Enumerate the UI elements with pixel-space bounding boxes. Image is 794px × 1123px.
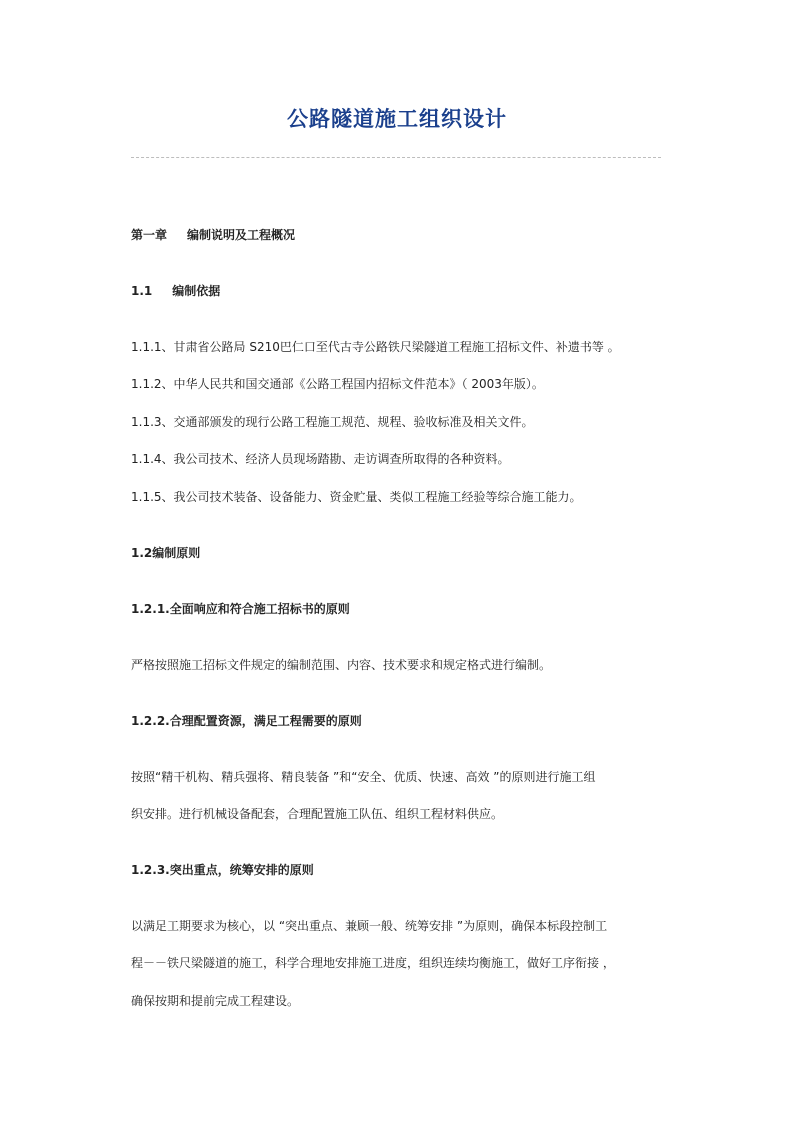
list-item: 1.1.2、中华人民共和国交通部《公路工程国内招标文件范本》（ 2003年版）。: [131, 377, 544, 391]
title-divider: [131, 157, 661, 158]
chapter-title: 编制说明及工程概况: [187, 228, 296, 242]
subsection-heading: 1.2.3.突出重点，统筹安排的原则: [131, 863, 314, 877]
paragraph-line: 确保按期和提前完成工程建设。: [131, 994, 300, 1008]
chapter-heading: [131, 227, 671, 243]
list-item: 1.1.5、我公司技术装备、设备能力、资金贮量、类似工程施工经验等综合施工能力。: [131, 490, 582, 504]
section-heading-1-2: 1.2编制原则: [131, 546, 201, 560]
list-item: 1.1.4、我公司技术、经济人员现场踏勘、走访调查所取得的各种资料。: [131, 452, 510, 466]
paragraph-line: 按照“精干机构、精兵强将、精良装备 ”和“安全、优质、快速、高效 ”的原则进行施工组: [131, 770, 596, 784]
paragraph-line: 织安排。进行机械设备配套，合理配置施工队伍、组织工程材料供应。: [131, 807, 504, 821]
subsection-heading: 1.2.1.全面响应和符合施工招标书的原则: [131, 602, 350, 616]
section-number: 1.1: [131, 284, 153, 298]
section-title: 编制依据: [172, 284, 221, 298]
paragraph-line: 严格按照施工招标文件规定的编制范围、内容、技术要求和规定格式进行编制。: [131, 658, 552, 672]
subsection-heading: 1.2.2.合理配置资源，满足工程需要的原则: [131, 714, 362, 728]
list-item: 1.1.3、交通部颁发的现行公路工程施工规范、规程、验收标准及相关文件。: [131, 415, 534, 429]
list-item: 1.1.1、甘肃省公路局 S210巴仁口至代古寺公路铁尺梁隧道工程施工招标文件、补遗书等 。: [131, 340, 620, 354]
paragraph-line: 以满足工期要求为核心，以 “突出重点、兼顾一般、统筹安排 ”为原则，确保本标段控制工: [131, 919, 608, 933]
chapter-number: 第一章: [131, 228, 168, 242]
section-heading-1-1: [131, 283, 671, 299]
document-title: 公路隧道施工组织设计: [287, 106, 507, 131]
paragraph-line: 程－－铁尺梁隧道的施工，科学合理地安排施工进度，组织连续均衡施工，做好工序衔接 ，: [131, 956, 615, 970]
